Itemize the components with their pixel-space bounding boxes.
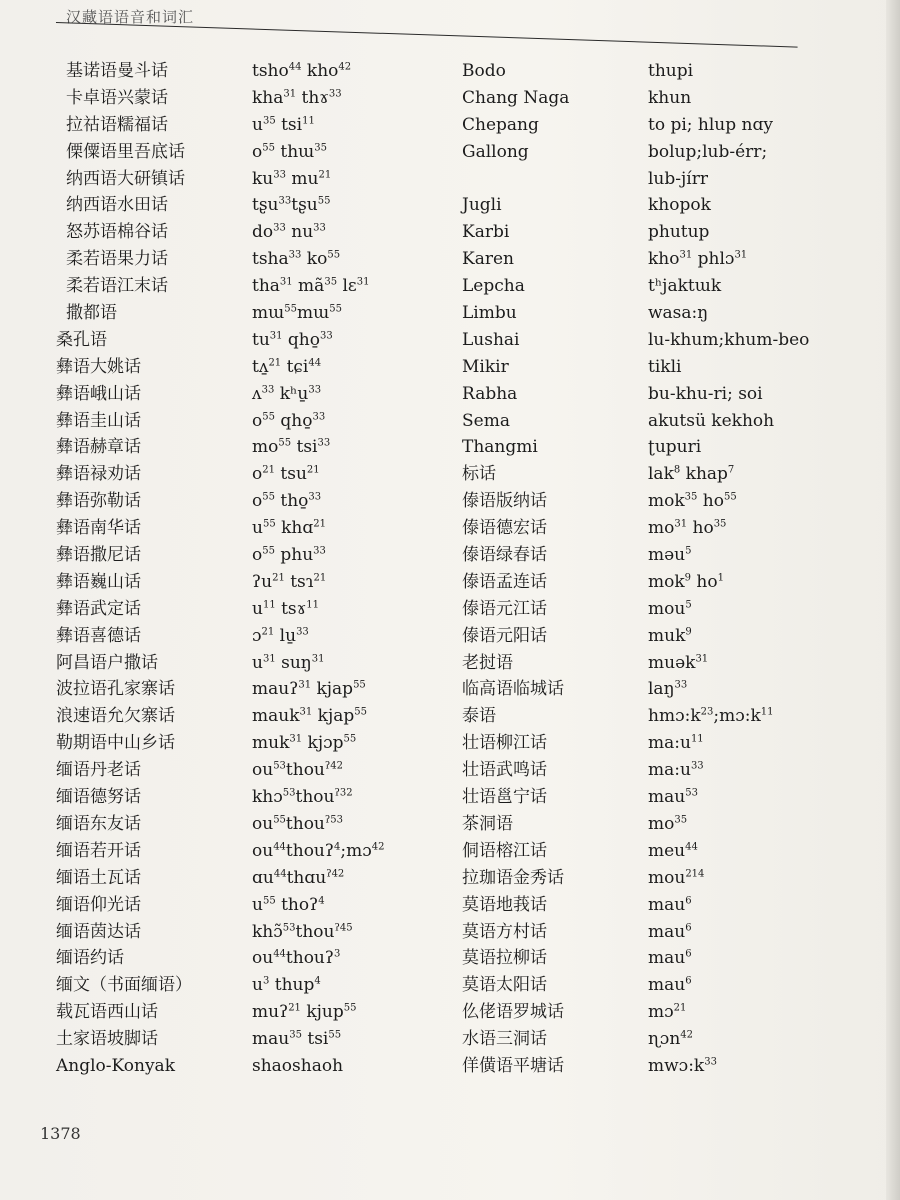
language-name: 仫佬语罗城话 (462, 1002, 564, 1023)
table-row (462, 327, 882, 354)
page-edge (886, 0, 900, 1200)
word-form: kha$^{31}$ thɤ$^{33}$ (252, 87, 342, 108)
word-form: $o^{55}$ tho̱$^{33}$ (252, 491, 322, 512)
language-name: 拉珈语金秀话 (462, 867, 564, 888)
table-row (56, 273, 476, 300)
language-name: Karen (462, 249, 514, 270)
language-name: 佯僙语平塘话 (462, 1055, 564, 1076)
language-name: 缅文（书面缅语） (56, 975, 192, 996)
language-name: 缅语约话 (56, 948, 124, 969)
language-name: Rabha (462, 383, 518, 404)
language-name: Gallong (462, 141, 529, 162)
language-name: Chepang (462, 114, 539, 135)
language-name: 桑孔语 (56, 329, 107, 350)
table-row (462, 273, 882, 300)
language-name: 傣语元江话 (462, 598, 547, 619)
word-form: ʈupuri (648, 437, 702, 458)
word-form: mauk$^{31}$ kjap$^{55}$ (252, 706, 367, 727)
language-name: Thangmi (462, 437, 538, 458)
language-name: 彝语弥勒话 (56, 491, 141, 512)
word-form: $mo^{35}$ (648, 813, 688, 834)
word-form: bu-khu-ri; soi (648, 383, 763, 404)
left-column (56, 58, 476, 1080)
table-row (56, 488, 476, 515)
language-name: 彝语撒尼话 (56, 545, 141, 566)
table-row (56, 542, 476, 569)
table-row (462, 354, 882, 381)
language-name: Anglo-Konyak (56, 1055, 175, 1076)
word-form: ɔ$^{21}$ lu̱$^{33}$ (252, 625, 309, 646)
language-name: 傣语版纳话 (462, 491, 547, 512)
word-form: $ou^{55}thou^{ʔ53}$ (252, 813, 343, 834)
word-form: lu-khum;khum-beo (648, 329, 810, 350)
language-name: 缅语丹老话 (56, 760, 141, 781)
language-name: Lushai (462, 329, 520, 350)
table-row (56, 434, 476, 461)
word-form: mok$^{35}$ $ho^{55}$ (648, 491, 737, 512)
word-form: mau$^6$ (648, 975, 692, 996)
table-row (462, 461, 882, 488)
language-name: 莫语方村话 (462, 921, 547, 942)
language-name: 缅语土瓦话 (56, 867, 141, 888)
word-form: to pi; hlup nɑy (648, 114, 773, 135)
word-form: tsha$^{33}$ $ko^{55}$ (252, 249, 341, 270)
table-row (462, 999, 882, 1026)
language-name: 水语三洞话 (462, 1029, 547, 1050)
table-row (56, 381, 476, 408)
table-row (462, 945, 882, 972)
table-row (462, 166, 882, 193)
word-form: $tu^{31}$ qho̱$^{33}$ (252, 329, 333, 350)
language-name: 彝语南华话 (56, 518, 141, 539)
word-form: muək$^{31}$ (648, 652, 709, 673)
word-form: $mo^{55}$ tsi$^{33}$ (252, 437, 331, 458)
header-rule (56, 22, 798, 48)
table-row (56, 945, 476, 972)
language-name: 傈僳语里吾底话 (66, 141, 185, 162)
table-row (56, 650, 476, 677)
table-row (462, 246, 882, 273)
word-form: $o^{55}$ phu$^{33}$ (252, 545, 326, 566)
language-name: 拉祜语糯福话 (66, 114, 168, 135)
word-form: khɔ$^{53}$thou$^{ʔ32}$ (252, 787, 353, 808)
language-name: 傣语绿春话 (462, 545, 547, 566)
word-form: $u^{55}$ thoʔ$^4$ (252, 894, 325, 915)
table-row (56, 784, 476, 811)
word-form: mau$^{53}$ (648, 787, 698, 808)
word-form: muʔ$^{21}$ kjup$^{55}$ (252, 1002, 357, 1023)
table-row (462, 192, 882, 219)
table-row (56, 219, 476, 246)
table-row (56, 300, 476, 327)
table-row (56, 1026, 476, 1053)
language-name: Limbu (462, 303, 517, 324)
language-name: 柔若语果力话 (66, 249, 168, 270)
word-form: mɯ$^{55}$mɯ$^{55}$ (252, 303, 342, 324)
word-form: mauʔ$^{31}$ kjap$^{55}$ (252, 679, 366, 700)
table-row (462, 569, 882, 596)
language-name: 彝语禄劝话 (56, 464, 141, 485)
language-name: 彝语圭山话 (56, 410, 141, 431)
table-row (462, 703, 882, 730)
language-name: 阿昌语户撒话 (56, 652, 158, 673)
word-form: tʌ̱$^{21}$ tɕi$^{44}$ (252, 356, 322, 377)
table-row (462, 730, 882, 757)
table-row (56, 811, 476, 838)
table-row (462, 408, 882, 435)
word-form: bolup;lub-érr; (648, 141, 768, 162)
language-name: 怒苏语棉谷话 (66, 222, 168, 243)
language-name: 载瓦语西山话 (56, 1002, 158, 1023)
word-form: $ou^{53}thou^{ʔ42}$ (252, 760, 343, 781)
language-name: 傣语德宏话 (462, 518, 547, 539)
language-name: 缅语仰光话 (56, 894, 141, 915)
word-form: tikli (648, 356, 682, 377)
word-form: $u^{35}$ tsi$^{11}$ (252, 114, 315, 135)
word-form: mok$^9$ $ho^1$ (648, 571, 724, 592)
table-row (56, 354, 476, 381)
word-form: ɳɔn$^{42}$ (648, 1029, 693, 1050)
language-name: 彝语赫章话 (56, 437, 141, 458)
word-form: $hmɔ:k^{23};mɔ:k^{11}$ (648, 706, 774, 727)
word-form: kho$^{31}$ phlɔ$^{31}$ (648, 249, 748, 270)
table-row (56, 892, 476, 919)
language-name: 茶洞语 (462, 813, 513, 834)
running-head: 汉藏语语音和词汇 (66, 8, 195, 26)
word-form: ʌ$^{33}$ kʰu̱$^{33}$ (252, 383, 322, 404)
word-form: $o^{21}$ tsu$^{21}$ (252, 464, 320, 485)
table-row (462, 838, 882, 865)
language-name: 缅语东友话 (56, 813, 141, 834)
table-row (56, 85, 476, 112)
word-form: tʰjaktɯk (648, 276, 722, 297)
word-form: $ou^{44}thouʔ^3$ (252, 948, 341, 969)
word-form: muk$^{31}$ kjɔp$^{55}$ (252, 733, 357, 754)
table-row (56, 1053, 476, 1080)
word-form: $ma:u^{11}$ (648, 733, 704, 754)
language-name: 土家语坡脚话 (56, 1029, 158, 1050)
table-row (462, 596, 882, 623)
word-form: tʂu$^{33}$tʂu$^{55}$ (252, 195, 331, 216)
word-form: məu$^5$ (648, 545, 692, 566)
table-row (56, 838, 476, 865)
word-form: mou$^{214}$ (648, 867, 705, 888)
word-form: shaoshaoh (252, 1055, 344, 1076)
language-name: 卡卓语兴蒙话 (66, 87, 168, 108)
table-row (56, 972, 476, 999)
word-form: $do^{33}$ $nu^{33}$ (252, 222, 326, 243)
language-name: Chang Naga (462, 87, 570, 108)
table-row (462, 434, 882, 461)
word-form: $u^{55}$ khɑ$^{21}$ (252, 518, 326, 539)
language-name: 柔若语江末话 (66, 276, 168, 297)
language-name: Bodo (462, 61, 506, 81)
table-row (462, 650, 882, 677)
language-name: 标话 (462, 464, 496, 485)
word-form: thupi (648, 61, 694, 81)
word-form: $u^{31}$ suŋ$^{31}$ (252, 652, 325, 673)
word-form: $o^{55}$ thɯ$^{35}$ (252, 141, 328, 162)
table-row (56, 596, 476, 623)
language-name: 傣语元阳话 (462, 625, 547, 646)
table-row (56, 865, 476, 892)
language-name: 傣语孟连话 (462, 571, 547, 592)
table-row (56, 703, 476, 730)
table-row (462, 972, 882, 999)
language-name: 缅语德努话 (56, 787, 141, 808)
table-row (462, 219, 882, 246)
word-form: ʔu$^{21}$ tsɿ$^{21}$ (252, 571, 327, 592)
right-column (462, 58, 882, 1080)
table-row (462, 488, 882, 515)
language-name: 撒都语 (66, 303, 117, 324)
language-name: 老挝语 (462, 652, 513, 673)
table-row (56, 919, 476, 946)
language-name: Karbi (462, 222, 510, 243)
table-row (462, 676, 882, 703)
word-form: mɔ$^{21}$ (648, 1002, 687, 1023)
language-name: 莫语地莪话 (462, 894, 547, 915)
table-row (56, 327, 476, 354)
table-row (56, 246, 476, 273)
table-row (462, 542, 882, 569)
word-form: khopok (648, 195, 711, 216)
word-form: phutup (648, 222, 710, 243)
word-form: laŋ$^{33}$ (648, 679, 688, 700)
language-name: 彝语峨山话 (56, 383, 141, 404)
word-form: $o^{55}$ qho̱$^{33}$ (252, 410, 326, 431)
table-row (56, 757, 476, 784)
table-row (56, 408, 476, 435)
word-form: meu$^{44}$ (648, 840, 698, 861)
word-form: mau$^6$ (648, 948, 692, 969)
word-form: ɑu$^{44}$thɑu$^{ʔ42}$ (252, 867, 345, 888)
word-form: $mwɔ:k^{33}$ (648, 1055, 717, 1076)
table-row (56, 192, 476, 219)
language-name: Lepcha (462, 276, 525, 297)
table-row (56, 515, 476, 542)
word-form: mau$^{35}$ tsi$^{55}$ (252, 1029, 342, 1050)
page-number: 1378 (40, 1124, 81, 1143)
table-row (462, 623, 882, 650)
language-name: 莫语太阳话 (462, 975, 547, 996)
table-row (462, 58, 882, 85)
word-form: $u^{11}$ tsɤ$^{11}$ (252, 598, 319, 619)
language-name: 纳西语大研镇话 (66, 168, 185, 189)
language-name: 壮语柳江话 (462, 733, 547, 754)
table-row (56, 58, 476, 85)
table-row (462, 784, 882, 811)
word-form: tha$^{31}$ $mã^{35}$ lɛ$^{31}$ (252, 276, 370, 297)
table-row (462, 1053, 882, 1080)
word-form: $u^3$ thup$^4$ (252, 975, 321, 996)
word-form: $ma:u^{33}$ (648, 760, 704, 781)
table-row (462, 757, 882, 784)
word-form: akutsü kekhoh (648, 410, 775, 431)
table-row (56, 730, 476, 757)
language-name: 彝语大姚话 (56, 356, 141, 377)
language-name: 彝语武定话 (56, 598, 141, 619)
language-name: 莫语拉柳话 (462, 948, 547, 969)
language-name: 波拉语孔家寨话 (56, 679, 175, 700)
word-form: khun (648, 87, 692, 108)
table-row (462, 811, 882, 838)
language-name: 纳西语水田话 (66, 195, 168, 216)
language-name: 缅语若开话 (56, 840, 141, 861)
word-form: wasa:ŋ (648, 303, 709, 324)
language-name: 壮语武鸣话 (462, 760, 547, 781)
table-row (56, 676, 476, 703)
word-form: $mo^{31}$ $ho^{35}$ (648, 518, 727, 539)
word-form: mau$^6$ (648, 921, 692, 942)
table-row (56, 623, 476, 650)
table-row (462, 112, 882, 139)
table-row (462, 381, 882, 408)
word-form: tsho$^{44}$ kho$^{42}$ (252, 61, 352, 81)
language-name: 壮语邕宁话 (462, 787, 547, 808)
language-name: 泰语 (462, 706, 496, 727)
language-name: 基诺语曼斗话 (66, 61, 168, 81)
language-name: Sema (462, 410, 510, 431)
language-name: 浪速语允欠寨话 (56, 706, 175, 727)
word-form: mau$^6$ (648, 894, 692, 915)
word-form: muk$^9$ (648, 625, 692, 646)
table-row (462, 1026, 882, 1053)
table-row (462, 892, 882, 919)
table-row (56, 166, 476, 193)
language-name: 彝语巍山话 (56, 571, 141, 592)
table-row (56, 461, 476, 488)
table-row (56, 139, 476, 166)
language-name: Jugli (462, 195, 502, 216)
language-name: 临高语临城话 (462, 679, 564, 700)
word-form: $ku^{33}$ $mu^{21}$ (252, 168, 332, 189)
language-name: 彝语喜德话 (56, 625, 141, 646)
table-row (462, 865, 882, 892)
table-row (462, 919, 882, 946)
word-form: lub-jírr (648, 168, 708, 189)
table-row (56, 112, 476, 139)
table-row (56, 569, 476, 596)
table-row (462, 300, 882, 327)
word-form: $ou^{44}thouʔ^4;mɔ^{42}$ (252, 840, 385, 861)
table-row (462, 515, 882, 542)
word-form: mou$^5$ (648, 598, 692, 619)
language-name: 勒期语中山乡话 (56, 733, 175, 754)
language-name: 缅语茵达话 (56, 921, 141, 942)
language-name: 侗语榕江话 (462, 840, 547, 861)
word-form: lak$^8$ khap$^7$ (648, 464, 735, 485)
table-row (462, 85, 882, 112)
table-row (462, 139, 882, 166)
word-form: khɔ̃$^{53}$thou$^{ʔ45}$ (252, 921, 353, 942)
language-name: Mikir (462, 356, 509, 377)
table-row (56, 999, 476, 1026)
